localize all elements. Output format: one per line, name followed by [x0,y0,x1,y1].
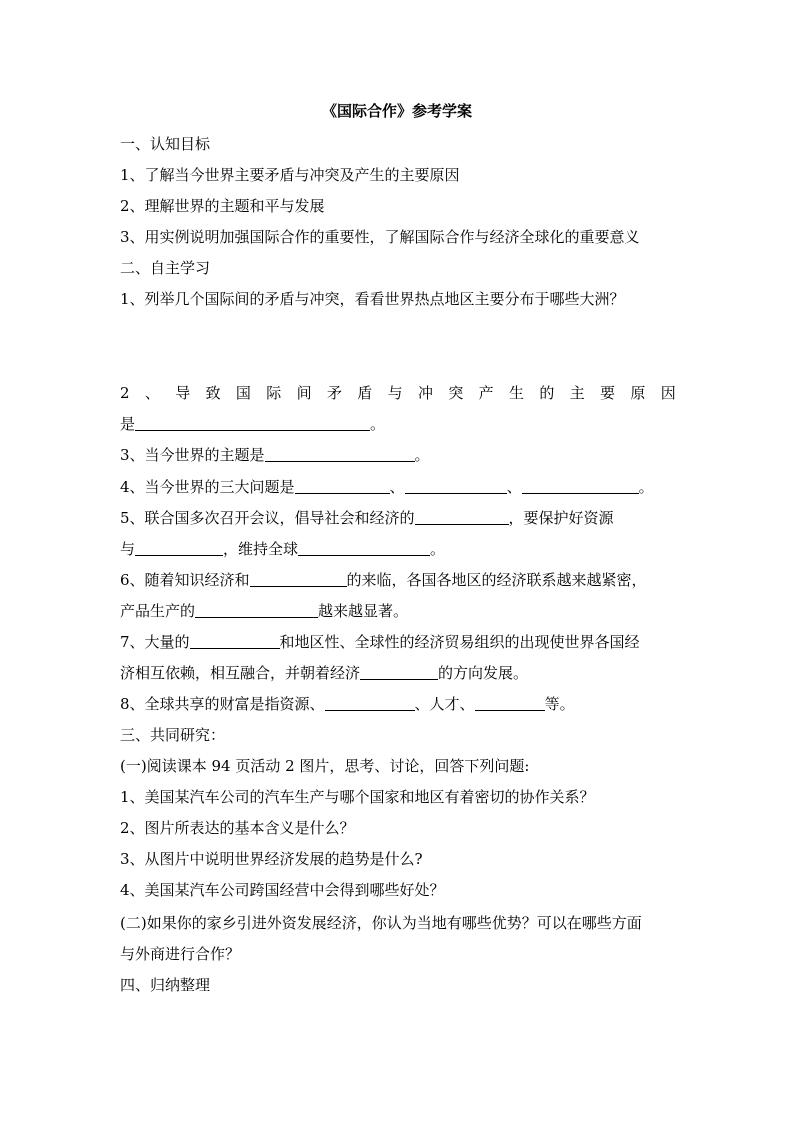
question-8-text-b: 、人才、 [414,695,475,713]
question-2-char: 冲 [417,384,433,402]
section-heading-cognitive-goals: 一、认知目标 [120,135,211,153]
question-3-end: 。 [414,446,430,464]
question-5-text-c: 与 [120,540,136,558]
question-2-char: 2 [120,384,130,402]
question-2-char: 国 [235,384,251,402]
question-6-blank-2[interactable] [195,602,318,618]
question-8-end: 等。 [544,695,575,713]
question-4-text: 4、当今世界的三大问题是 [120,478,295,496]
question-1: 1、列举几个国际间的矛盾与冲突，看看世界热点地区主要分布于哪些大洲？ [120,290,625,308]
section-heading-summary: 四、归纳整理 [120,976,211,994]
question-5-blank-3[interactable] [298,540,430,556]
research-item-1: 1、美国某汽车公司的汽车生产与哪个国家和地区有着密切的协作关系？ [120,788,595,806]
question-2-char: 要 [600,384,616,402]
question-2-text: 是 [120,415,136,433]
question-4-blank-1[interactable] [295,478,390,494]
question-7-text-b: 和地区性、全球性的经济贸易组织的出现使世界各国经 [279,633,640,651]
question-8-text-a: 8、全球共享的财富是指资源、 [120,695,325,713]
question-5-first-line [120,508,676,528]
question-6-first-line [120,570,676,590]
question-4-blank-2[interactable] [405,478,507,494]
question-7-text-c: 济相互依赖，相互融合，并朝着经济 [120,664,361,682]
question-7-text-a: 7、大量的 [120,633,190,651]
question-2-char: 间 [296,384,312,402]
question-2-char: 产 [478,384,494,402]
question-2-char: 因 [660,384,676,402]
question-2-char: 盾 [357,384,373,402]
question-5-blank-2[interactable] [135,540,223,556]
question-2-char: 、 [144,384,160,402]
question-6-text-b: 的来临，各国各地区的经济联系越来越紧密， [346,571,647,589]
question-7-first-line [120,632,676,652]
question-2-end: 。 [370,415,386,433]
question-6-text-a: 6、随着知识经济和 [120,571,250,589]
question-5-second-line [120,539,676,559]
question-2-char: 主 [569,384,585,402]
question-2-char: 与 [387,384,403,402]
question-2-blank[interactable] [135,415,370,431]
question-4-end: 。 [638,478,654,496]
question-8-blank-1[interactable] [325,695,415,711]
question-2-char: 际 [266,384,282,402]
question-5-text-a: 5、联合国多次召开会议，倡导社会和经济的 [120,509,415,527]
page-title: 《国际合作》参考学案 [321,102,472,120]
question-5-text-b: ，要保护好资源 [508,509,614,527]
question-3-text: 3、当今世界的主题是 [120,446,265,464]
question-2-char: 矛 [326,384,342,402]
research-part-2-first-line: (二)如果你的家乡引进外资发展经济，你认为当地有哪些优势？可以在哪些方面 [120,914,642,932]
section-heading-joint-research: 三、共同研究： [120,726,226,744]
question-6-text-d: 越来越显著。 [318,602,409,620]
question-2-char: 致 [205,384,221,402]
question-3-blank[interactable] [265,446,415,462]
question-7-blank-2[interactable] [360,664,438,680]
goal-item-3: 3、用实例说明加强国际合作的重要性，了解国际合作与经济全球化的重要意义 [120,228,640,246]
question-2-first-line [120,383,676,403]
question-4-blank-3[interactable] [522,478,639,494]
question-2-char: 的 [539,384,555,402]
question-7-second-line [120,663,676,683]
question-6-second-line [120,601,676,621]
question-4 [120,477,676,497]
question-7-text-d: 的方向发展。 [438,664,529,682]
question-2-char: 突 [448,384,464,402]
research-item-4: 4、美国某汽车公司跨国经营中会得到哪些好处？ [120,881,445,899]
question-2-char: 生 [509,384,525,402]
research-item-3: 3、从图片中说明世界经济发展的趋势是什么? [120,850,423,868]
question-2-char: 导 [175,384,191,402]
question-3 [120,445,676,465]
section-heading-self-study: 二、自主学习 [120,259,211,277]
question-8 [120,694,676,714]
question-7-blank-1[interactable] [190,633,280,649]
question-5-blank-1[interactable] [415,509,509,525]
question-6-text-c: 产品生产的 [120,602,196,620]
question-6-blank-1[interactable] [250,571,347,587]
question-5-text-d: ，维持全球 [223,540,299,558]
goal-item-2: 2、理解世界的主题和平与发展 [120,197,325,215]
question-5-end: 。 [430,540,446,558]
research-part-2-second-line: 与外商进行合作？ [120,945,241,963]
goal-item-1: 1、了解当今世界主要矛盾与冲突及产生的主要原因 [120,166,460,184]
question-4-separator-1: 、 [389,478,405,496]
question-4-separator-2: 、 [506,478,522,496]
research-item-2: 2、图片所表达的基本含义是什么？ [120,819,355,837]
question-8-blank-2[interactable] [475,695,545,711]
question-2-second-line [120,414,676,434]
research-part-1: (一)阅读课本 94 页活动 2 图片，思考、讨论，回答下列问题: [120,757,530,775]
question-2-char: 原 [630,384,646,402]
